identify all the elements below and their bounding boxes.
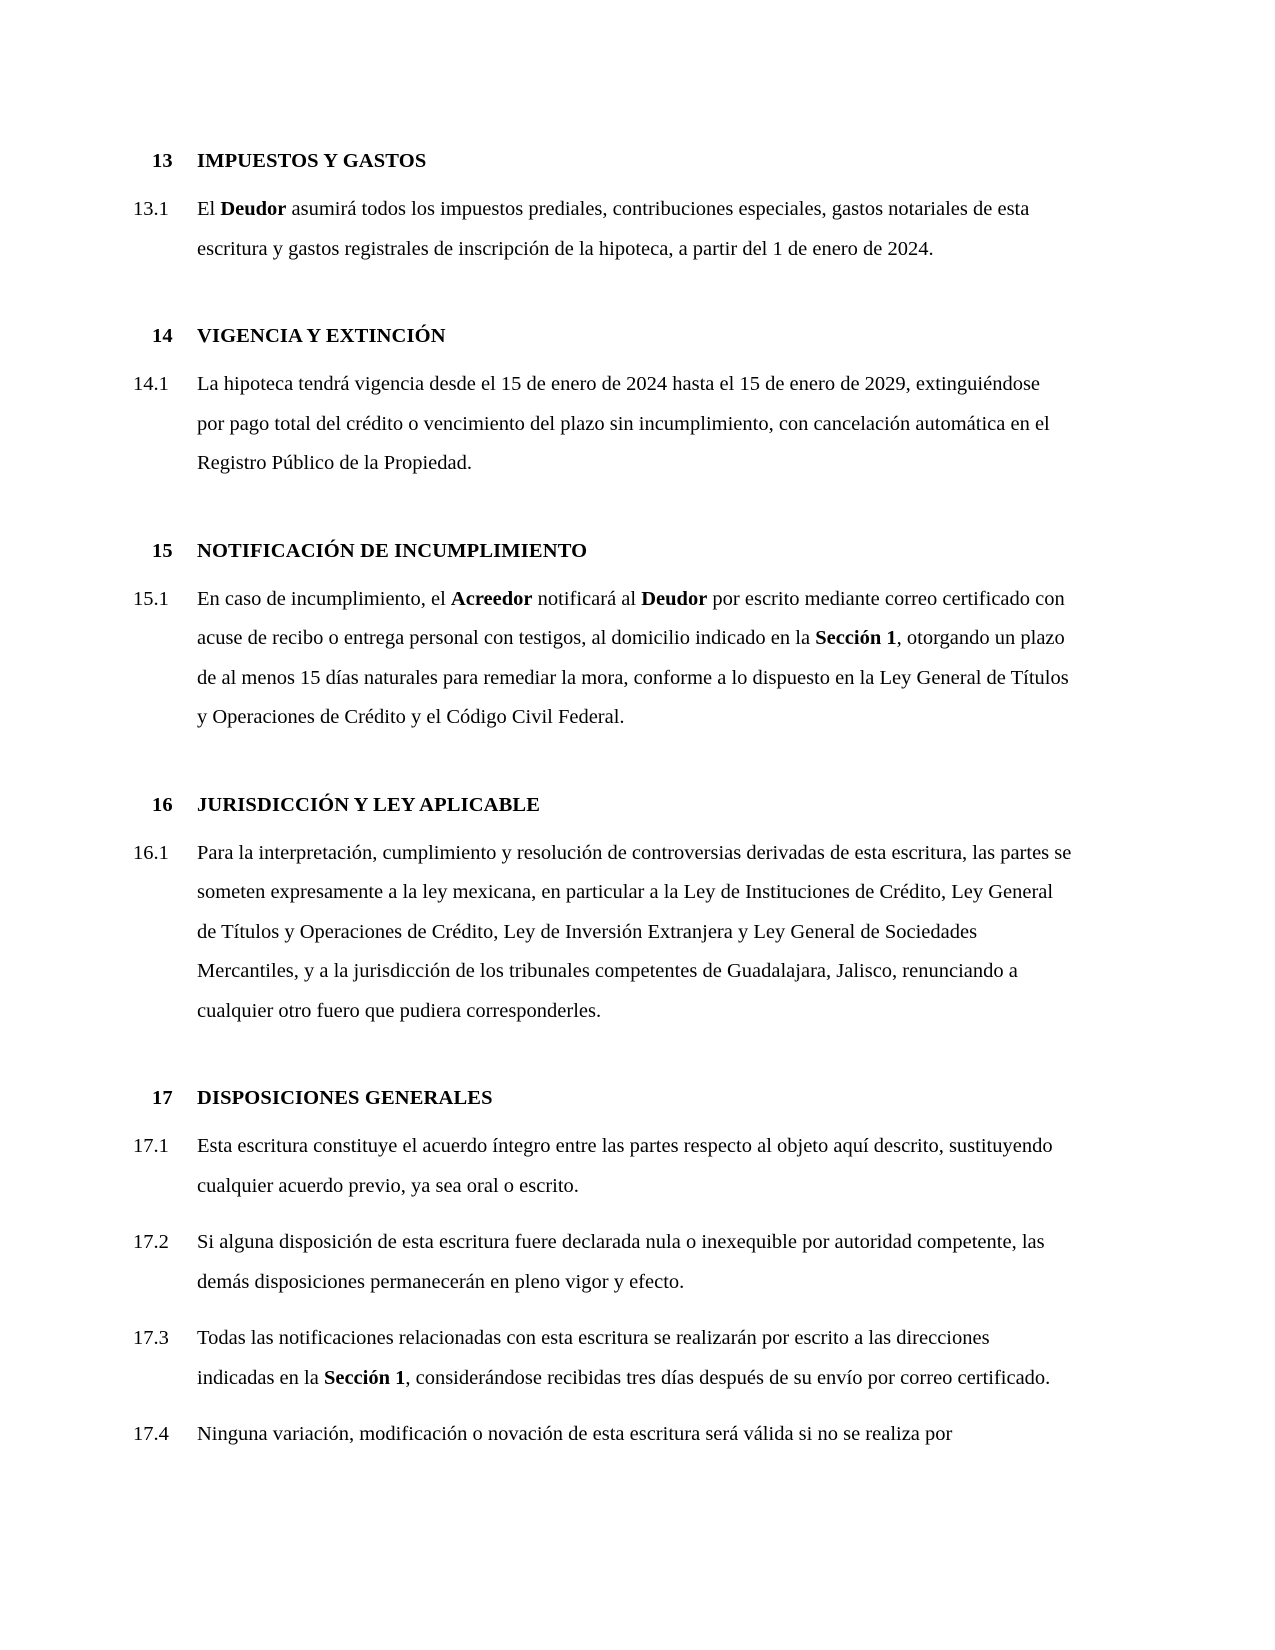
- clause-text-emphasis: Deudor: [641, 587, 708, 610]
- section-number: 15: [152, 539, 173, 562]
- heading-spacer: [133, 563, 1072, 580]
- section-number: 14: [152, 325, 173, 347]
- section-spacer: [133, 484, 1072, 540]
- clause-text-emphasis: Sección 1: [815, 627, 897, 649]
- clause-number: 13.1: [133, 198, 169, 220]
- clause-text-run: El: [197, 198, 221, 220]
- section-heading: [133, 150, 1072, 173]
- section-heading: [133, 794, 1072, 817]
- clause-number: 17.1: [133, 1135, 169, 1157]
- clause-spacer: [133, 1398, 1072, 1415]
- clause-text: [197, 580, 1072, 738]
- heading-spacer: [133, 173, 1072, 190]
- clause: [133, 1415, 1072, 1455]
- section-number: 17: [152, 1087, 173, 1109]
- clause-text: [197, 1127, 1072, 1206]
- clause: [133, 834, 1072, 1032]
- clause-text: [197, 834, 1072, 1032]
- clause-text: [197, 1223, 1072, 1302]
- section-title: VIGENCIA Y EXTINCIÓN: [197, 325, 446, 347]
- clause-text-run: Todas las notificaciones relacionadas con esta escritura se realizarán por escrito a las direcciones indicadas en la: [197, 1327, 990, 1389]
- clause-text: [197, 190, 1072, 269]
- heading-spacer: [133, 348, 1072, 365]
- clause: [133, 1127, 1072, 1206]
- clause-text-run: Ninguna variación, modificación o novación de esta escritura será válida si no se realiza por: [197, 1423, 953, 1445]
- clause-text-run: Si alguna disposición de esta escritura fuere declarada nula o inexequible por autoridad competente, las demás disposiciones permanecerán en pleno vigor y efecto.: [197, 1231, 1045, 1293]
- clause: [133, 190, 1072, 269]
- clause-number: 15.1: [133, 587, 169, 610]
- clause-text-run: por escrito mediante correo certificado con acuse de recibo o entrega personal con testigos, al domicilio indicado en la: [197, 587, 1065, 649]
- section-spacer: [133, 269, 1072, 325]
- clause-text-run: , otorgando un plazo de al menos 15 días naturales para remediar la mora, conforme a lo dispuesto en la Ley General de Títulos y Operaciones de Crédito y el Código Civil Federal.: [197, 627, 1069, 728]
- document-content: [133, 150, 1072, 1455]
- section-heading: [133, 540, 1072, 563]
- section-heading: [133, 1087, 1072, 1110]
- clause-text: [197, 365, 1072, 484]
- section-title: IMPUESTOS Y GASTOS: [197, 150, 427, 172]
- clause-text-run: La hipoteca tendrá vigencia desde el 15 de enero de 2024 hasta el 15 de enero de 2029, extinguiéndose por pago total del crédito o vencimiento del plazo sin incumplimiento, con cancelación automática en el Registro Público de la Propiedad.: [197, 373, 1050, 474]
- clause: [133, 1319, 1072, 1398]
- section-number: 13: [152, 150, 173, 172]
- clause-text-emphasis: Sección 1: [323, 1366, 406, 1389]
- clause-spacer: [133, 1206, 1072, 1223]
- clause-text-run: Para la interpretación, cumplimiento y resolución de controversias derivadas de esta escritura, las partes se someten expresamente a la ley mexicana, en particular a la Ley de Instituciones de Crédito, Ley General de Títulos y Operaciones de Crédito, Ley de Inversión Extranjera y Ley General de Sociedades Mercantiles, y a la jurisdicción de los tribunales competentes de Guadalajara, Jalisco, renunciando a cualquier otro fuero que pudiera corresponderles.: [197, 841, 1072, 1022]
- section-title: JURISDICCIÓN Y LEY APLICABLE: [197, 793, 541, 816]
- clause-number: 14.1: [133, 373, 169, 395]
- heading-spacer: [133, 1110, 1072, 1127]
- clause-number: 17.2: [133, 1231, 169, 1253]
- heading-spacer: [133, 817, 1072, 834]
- clause-text-emphasis: Acreedor: [450, 587, 533, 610]
- clause-number: 17.4: [133, 1423, 169, 1445]
- clause: [133, 580, 1072, 738]
- section-title: DISPOSICIONES GENERALES: [197, 1087, 493, 1109]
- clause-text: [197, 1319, 1072, 1398]
- section-spacer: [133, 1031, 1072, 1087]
- section-spacer: [133, 738, 1072, 794]
- clause-spacer: [133, 1302, 1072, 1319]
- clause: [133, 1223, 1072, 1302]
- clause-text-emphasis: Deudor: [220, 198, 287, 220]
- clause-number: 16.1: [133, 841, 169, 864]
- clause-text-run: En caso de incumplimiento, el: [197, 587, 451, 610]
- section-title: NOTIFICACIÓN DE INCUMPLIMIENTO: [197, 539, 588, 562]
- clause-text-run: asumirá todos los impuestos prediales, contribuciones especiales, gastos notariales de esta escritura y gastos registrales de inscripción de la hipoteca, a partir del 1 de enero de 2024.: [197, 198, 1030, 260]
- clause-text-run: notificará al: [532, 587, 642, 610]
- clause-number: 17.3: [133, 1327, 169, 1349]
- clause-text-run: Esta escritura constituye el acuerdo íntegro entre las partes respecto al objeto aquí descrito, sustituyendo cualquier acuerdo previo, ya sea oral o escrito.: [197, 1135, 1053, 1197]
- clause-text-run: , considerándose recibidas tres días después de su envío por correo certificado.: [405, 1366, 1051, 1389]
- section-number: 16: [152, 793, 173, 816]
- clause: [133, 365, 1072, 484]
- section-heading: [133, 325, 1072, 348]
- clause-text: [197, 1415, 1072, 1455]
